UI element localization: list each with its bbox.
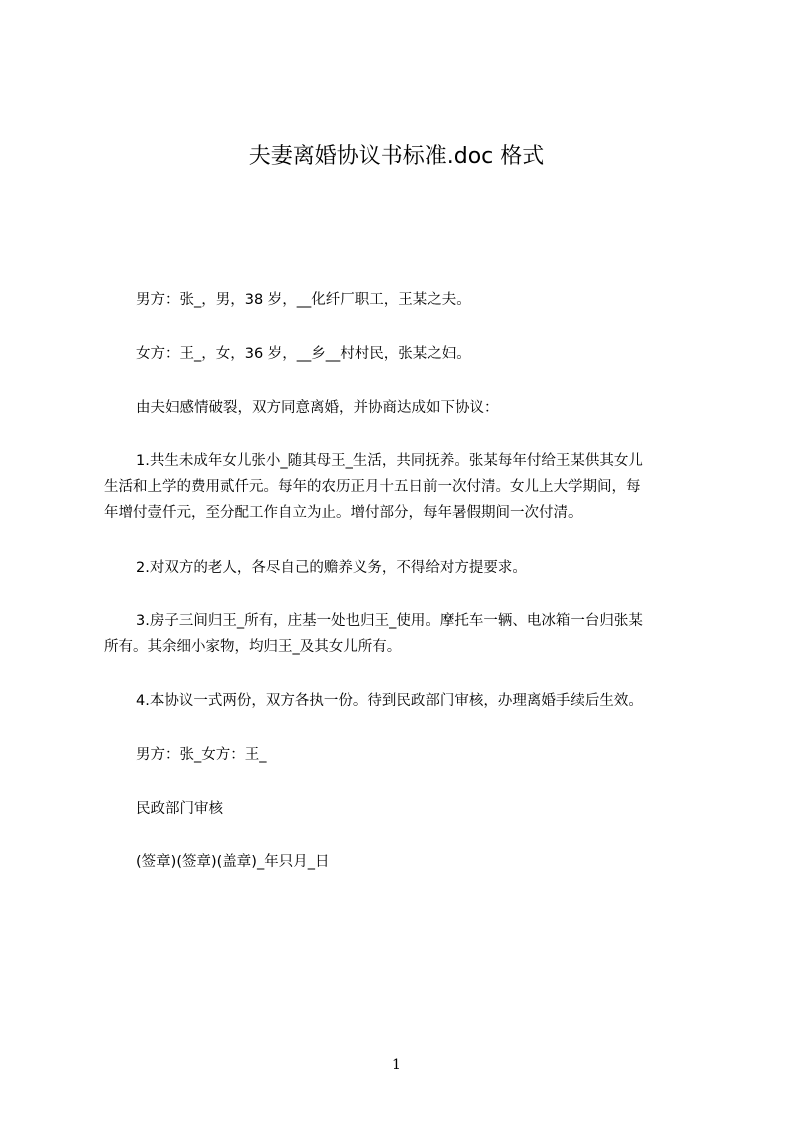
page-number: 1 <box>392 1057 401 1073</box>
paragraph-civil-affairs <box>104 796 704 822</box>
paragraph-line: 由夫妇感情破裂，双方同意离婚，并协商达成如下协议： <box>136 400 499 416</box>
paragraph-line: 3.房子三间归王_所有，庄基一处也归王_使用。摩托车一辆、电冰箱一台归张某 <box>136 613 643 629</box>
paragraph-wife-info <box>104 341 704 367</box>
paragraph-line: 男方：张_女方：王_ <box>136 747 267 763</box>
document-title: 夫妻离婚协议书标准.doc 格式 <box>248 144 545 169</box>
paragraph-line: 女方：王_，女，36 岁，__乡__村村民，张某之妇。 <box>136 346 471 362</box>
paragraph-line: 年增付壹仟元，至分配工作自立为止。增付部分，每年暑假期间一次付清。 <box>104 505 583 521</box>
paragraph-clause-1 <box>104 448 704 526</box>
paragraph-line: 生活和上学的费用贰仟元。每年的农历正月十五日前一次付清。女儿上大学期间，每 <box>104 479 641 495</box>
paragraph-line: 民政部门审核 <box>136 801 223 817</box>
paragraph-line: 4.本协议一式两份，双方各执一份。待到民政部门审核，办理离婚手续后生效。 <box>136 693 643 709</box>
paragraph-clause-3 <box>104 608 704 660</box>
paragraph-line: 2.对双方的老人，各尽自己的赡养义务，不得给对方提要求。 <box>136 560 527 576</box>
paragraph-line: 1.共生未成年女儿张小_随其母王_生活，共同抚养。张某每年付给王某供其女儿 <box>136 453 643 469</box>
paragraph-line: 所有。其余细小家物，均归王_及其女儿所有。 <box>104 639 402 655</box>
paragraph-signatures <box>104 742 704 768</box>
paragraph-seal-date <box>104 849 704 875</box>
paragraph-intro <box>104 395 704 421</box>
paragraph-line: (签章)(签章)(盖章)_年只月_日 <box>136 854 330 870</box>
paragraph-clause-4 <box>104 688 704 714</box>
paragraph-line: 男方：张_，男，38 岁，__化纤厂职工，王某之夫。 <box>136 292 471 308</box>
paragraph-clause-2 <box>104 555 704 581</box>
paragraph-husband-info <box>104 287 704 313</box>
